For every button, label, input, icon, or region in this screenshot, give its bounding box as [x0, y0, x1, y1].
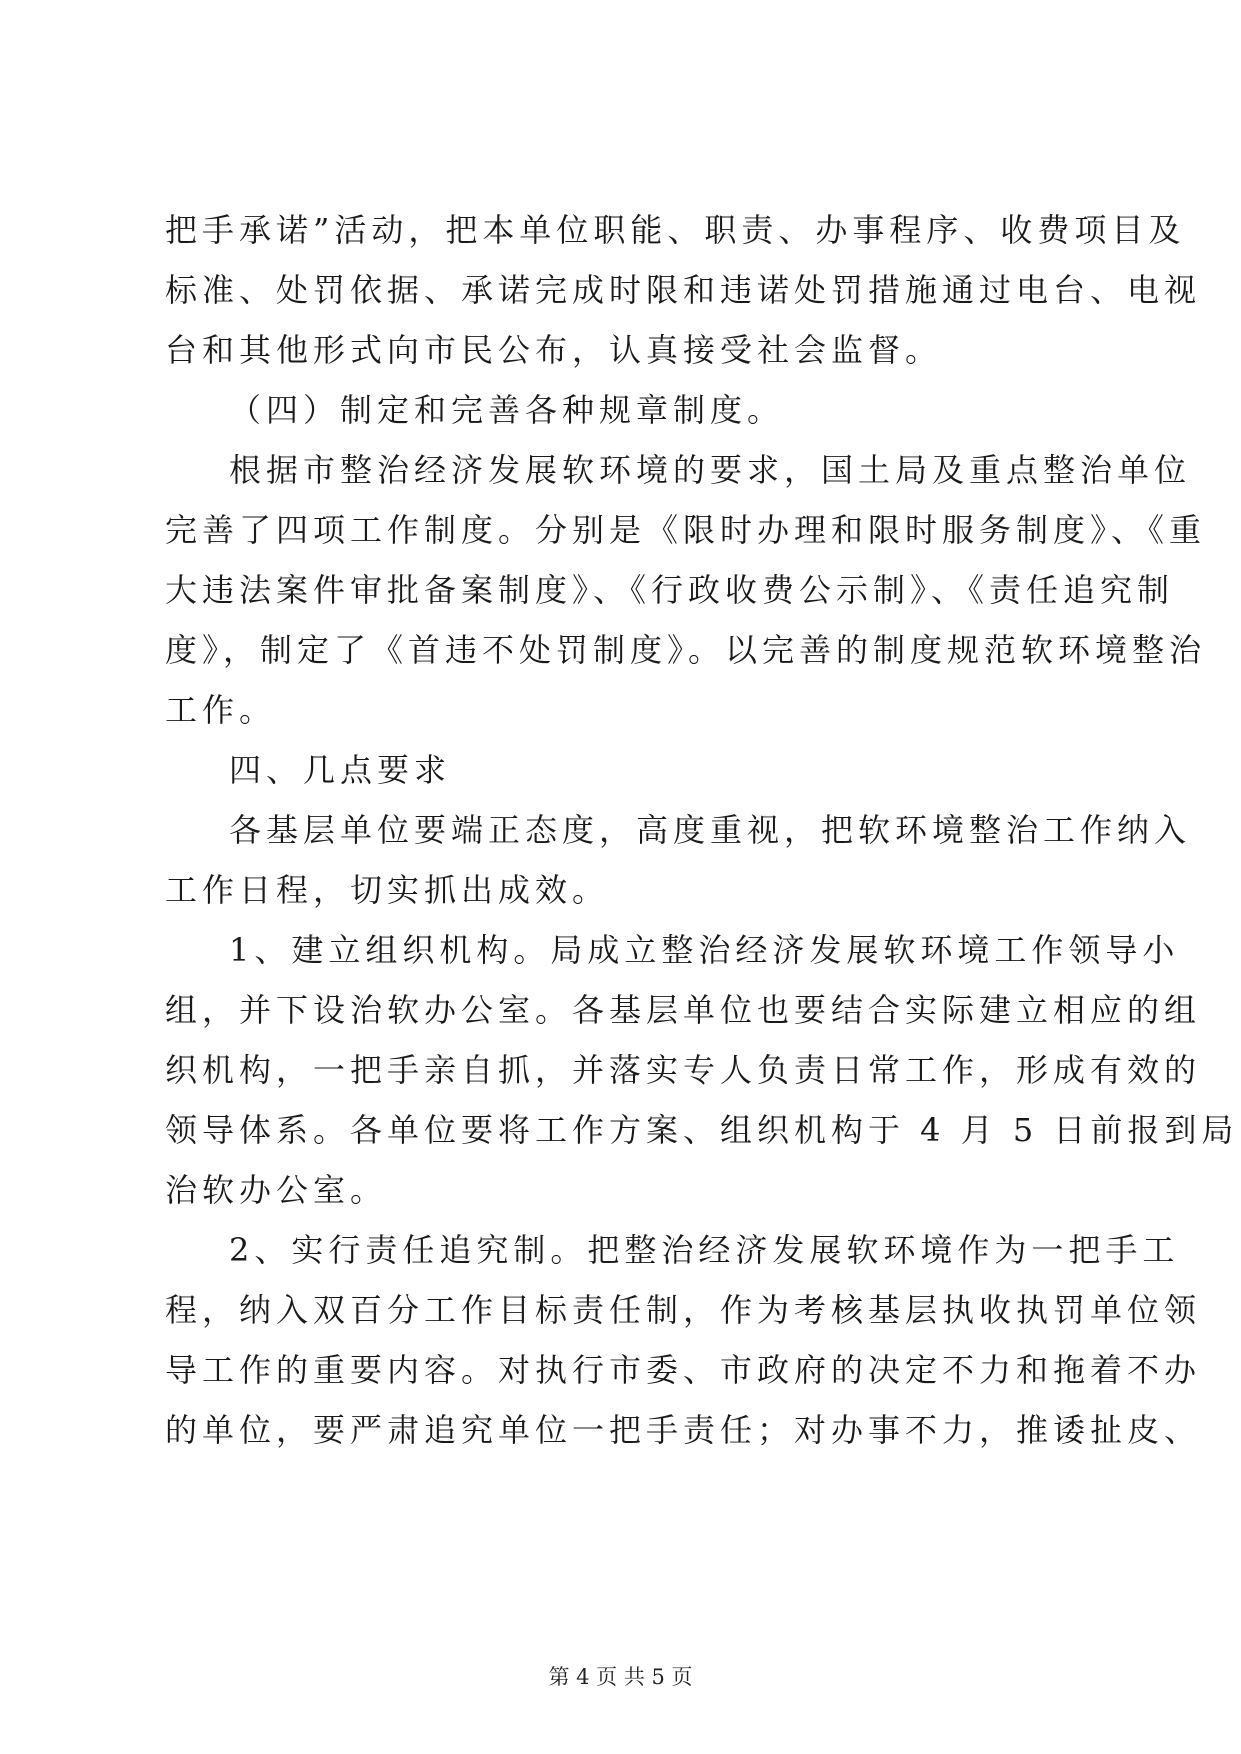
body-text-line: 大违法案件审批备案制度》、《行政收费公示制》、《责任追究制	[165, 571, 1175, 609]
body-text-line: 领导体系。各单位要将工作方案、组织机构于 4 月 5 日前报到局	[165, 1111, 1239, 1149]
body-text-line: 程，纳入双百分工作目标责任制，作为考核基层执收执罚单位领	[165, 1291, 1202, 1329]
numbered-item-line: 2、实行责任追究制。把整治经济发展软环境作为一把手工	[229, 1231, 1180, 1269]
body-text-line: 完善了四项工作制度。分别是《限时办理和限时服务制度》、《重	[165, 511, 1207, 549]
body-text-line: 台和其他形式向市民公布，认真接受社会监督。	[165, 331, 943, 369]
body-text-line: 的单位，要严肃追究单位一把手责任；对办事不力，推诿扯皮、	[165, 1411, 1202, 1449]
body-text-line: 度》，制定了《首违不处罚制度》。以完善的制度规范软环境整治	[165, 631, 1207, 669]
body-text-line: 各基层单位要端正态度，高度重视，把软环境整治工作纳入	[229, 811, 1192, 849]
body-text-line: 工作。	[165, 691, 277, 729]
body-text-line: 织机构，一把手亲自抓，并落实专人负责日常工作，形成有效的	[165, 1051, 1202, 1089]
body-text-line: 工作日程，切实抓出成效。	[165, 871, 610, 909]
body-text-line: 治软办公室。	[165, 1171, 388, 1209]
body-text-line: 组，并下设治软办公室。各基层单位也要结合实际建立相应的组	[165, 991, 1202, 1029]
body-text-line: 把手承诺”活动，把本单位职能、职责、办事程序、收费项目及	[165, 211, 1186, 249]
body-text-line: 根据市整治经济发展软环境的要求，国土局及重点整治单位	[229, 451, 1192, 489]
numbered-item-line: 1、建立组织机构。局成立整治经济发展软环境工作领导小	[229, 931, 1180, 969]
section-heading: 四、几点要求	[229, 751, 452, 789]
section-heading: （四）制定和完善各种规章制度。	[229, 391, 785, 429]
page-number-footer: 第 4 页 共 5 页	[548, 1665, 693, 1689]
body-text-line: 标准、处罚依据、承诺完成时限和违诺处罚措施通过电台、电视	[165, 271, 1202, 309]
body-text-line: 导工作的重要内容。对执行市委、市政府的决定不力和拖着不办	[165, 1351, 1202, 1389]
